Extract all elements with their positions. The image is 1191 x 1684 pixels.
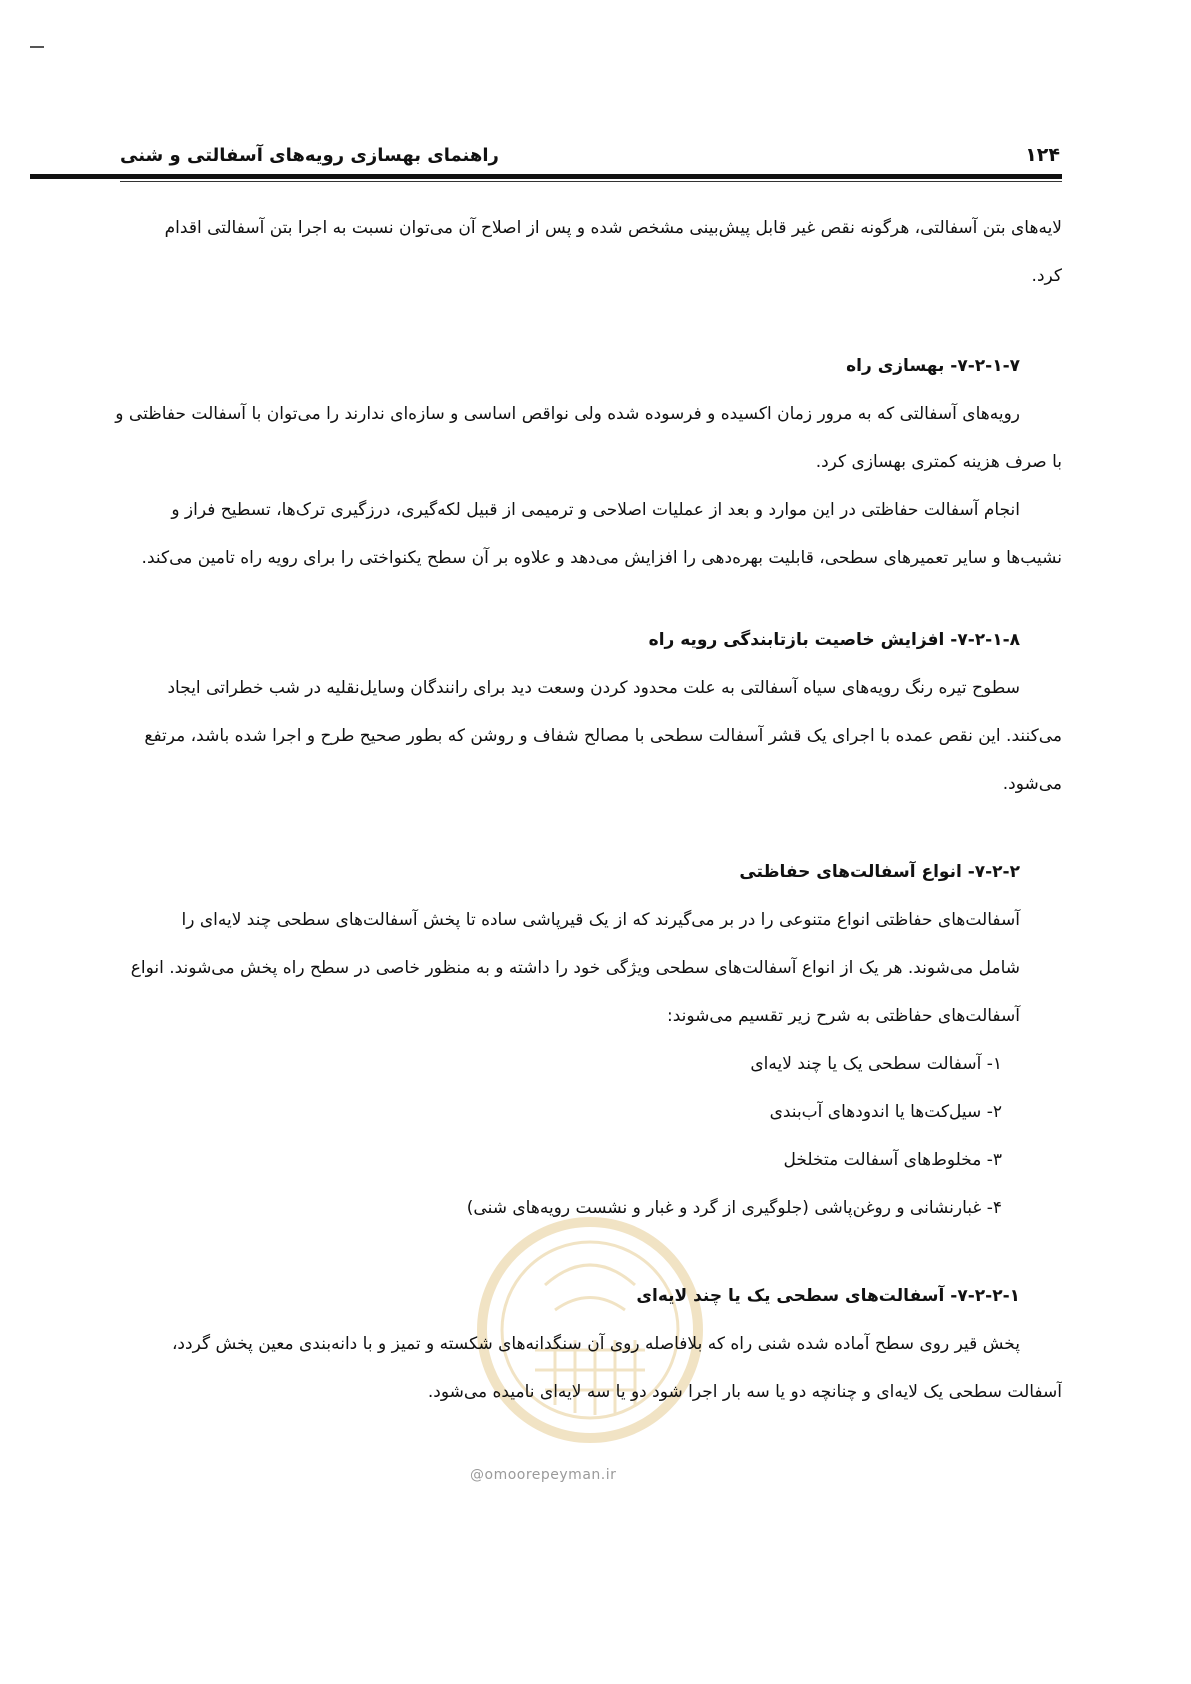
paragraph-line: انجام آسفالت حفاظتی در این موارد و بعد از عملیات اصلاحی و ترمیمی از قبیل لکه‌گیری، درزگیری ترک‌ها، تسطیح فراز و (171, 500, 1020, 520)
watermark-caption: @omoorepeyman.ir (470, 1467, 617, 1483)
section-heading: ۷-۲-۱-۷- بهسازی راه (846, 356, 1020, 376)
page-number: ۱۲۴ (1025, 144, 1060, 166)
list-item: ۳- مخلوط‌های آسفالت متخلخل (783, 1150, 1002, 1170)
paragraph-line: پخش قیر روی سطح آماده شده شنی راه که بلافاصله روی آن سنگدانه‌های شکسته و تمیز و با دانه‌بندی معین پخش گردد، (171, 1334, 1020, 1354)
paragraph-line: شامل می‌شوند. هر یک از انواع آسفالت‌های سطحی ویژگی خود را داشته و به منظور خاصی در سطح راه پخش می‌شوند. انواع (130, 958, 1020, 978)
paragraph-line: آسفالت‌های حفاظتی به شرح زیر تقسیم می‌شوند: (667, 1006, 1020, 1026)
list-item: ۱- آسفالت سطحی یک یا چند لایه‌ای (750, 1054, 1002, 1074)
header-rule-thin (120, 181, 1062, 182)
paragraph-line: نشیب‌ها و سایر تعمیرهای سطحی، قابلیت بهره‌دهی را افزایش می‌دهد و علاوه بر آن سطح یکنواختی را برای رویه راه تامین می‌کند. (141, 548, 1062, 568)
section-heading: ۷-۲-۲- انواع آسفالت‌های حفاظتی (739, 862, 1020, 882)
paragraph-line: آسفالت‌های حفاظتی انواع متنوعی را در بر می‌گیرند که از یک قیرپاشی ساده تا پخش آسفالت‌های سطحی چند لایه‌ای را (181, 910, 1020, 930)
section-surface-treatment (112, 1272, 1062, 1416)
paragraph-line: می‌شود. (1002, 774, 1062, 794)
list-item: ۴- غبارنشانی و روغن‌پاشی (جلوگیری از گرد و غبار و نشست رویه‌های شنی) (466, 1198, 1002, 1218)
section-heading: ۷-۲-۱-۸- افزایش خاصیت بازتابندگی رویه راه (648, 630, 1020, 650)
page-header (120, 140, 1060, 170)
scan-mark (30, 46, 44, 48)
paragraph-line: کرد. (1031, 266, 1062, 286)
paragraph-line: با صرف هزینه کمتری بهسازی کرد. (815, 452, 1062, 472)
running-title: راهنمای بهسازی رویه‌های آسفالتی و شنی (120, 144, 499, 166)
paragraph-line: آسفالت سطحی یک لایه‌ای و چنانچه دو یا سه بار اجرا شود دو یا سه لایه‌ای نامیده می‌شود. (427, 1382, 1062, 1402)
list-item: ۲- سیل‌کت‌ها یا اندودهای آب‌بندی (769, 1102, 1002, 1122)
intro-paragraph (112, 204, 1062, 300)
paragraph-line: رویه‌های آسفالتی که به مرور زمان اکسیده و فرسوده شده ولی نواقص اساسی و سازه‌ای ندارند را می‌توان با آسفالت حفاظتی و (115, 404, 1020, 424)
section-reflectivity (112, 616, 1062, 808)
paragraph-line: لایه‌های بتن آسفالتی، هرگونه نقص غیر قابل پیش‌بینی مشخص شده و پس از اصلاح آن می‌توان نسبت به اجرا بتن آسفالتی اقدام (164, 218, 1062, 238)
section-protective-asphalt-types (112, 848, 1062, 1232)
header-rule (30, 174, 1062, 179)
section-heading: ۷-۲-۲-۱- آسفالت‌های سطحی یک یا چند لایه‌ای (636, 1286, 1020, 1306)
paragraph-line: می‌کنند. این نقص عمده با اجرای یک قشر آسفالت سطحی با مصالح شفاف و روشن که بطور صحیح طرح و اجرا شده باشد، مرتفع (144, 726, 1062, 746)
section-road-rehabilitation (112, 342, 1062, 582)
paragraph-line: سطوح تیره رنگ رویه‌های سیاه آسفالتی به علت محدود کردن وسعت دید برای رانندگان وسایل‌نقلیه در شب خطراتی ایجاد (167, 678, 1020, 698)
